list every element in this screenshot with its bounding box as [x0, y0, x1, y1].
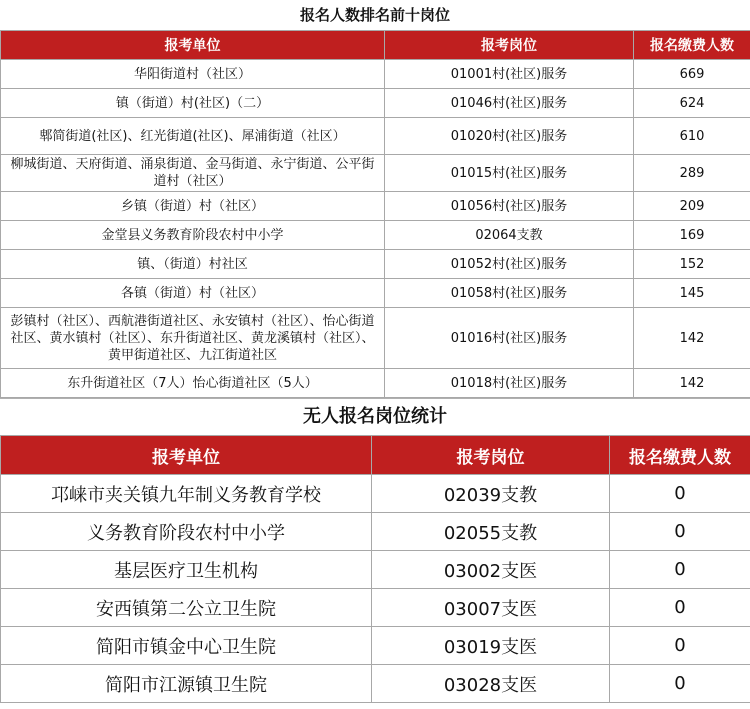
cell-position: 03019支医 [372, 627, 610, 665]
table-row [1, 308, 750, 369]
cell-position: 03002支医 [372, 551, 610, 589]
table-row [1, 279, 750, 308]
table-row [1, 250, 750, 279]
cell-count: 0 [610, 665, 750, 703]
table-row [1, 155, 750, 192]
cell-unit: 彭镇村（社区）、西航港街道社区、永安镇村（社区）、怡心街道社区、黄水镇村（社区）、东升街道社区、黄龙溪镇村（社区）、黄甲街道社区、九江街道社区 [1, 308, 385, 369]
table-row [1, 89, 750, 118]
cell-count: 152 [634, 250, 750, 279]
cell-position: 01058村(社区)服务 [385, 279, 634, 308]
cell-unit: 镇、（街道）村社区 [1, 250, 385, 279]
cell-unit: 义务教育阶段农村中小学 [1, 513, 372, 551]
header-unit: 报考单位 [1, 31, 385, 60]
cell-count: 0 [610, 475, 750, 513]
cell-position: 01020村(社区)服务 [385, 118, 634, 155]
top10-table [0, 30, 750, 398]
cell-position: 01056村(社区)服务 [385, 192, 634, 221]
cell-unit: 简阳市江源镇卫生院 [1, 665, 372, 703]
header-position: 报考岗位 [385, 31, 634, 60]
table-header-row [1, 436, 750, 475]
table-row [1, 192, 750, 221]
cell-position: 01016村(社区)服务 [385, 308, 634, 369]
cell-count: 0 [610, 627, 750, 665]
zero-signup-table [0, 435, 750, 703]
cell-position: 02055支教 [372, 513, 610, 551]
header-unit: 报考单位 [1, 436, 372, 475]
cell-position: 03028支医 [372, 665, 610, 703]
cell-position: 03007支医 [372, 589, 610, 627]
table-row [1, 60, 750, 89]
cell-unit: 各镇（街道）村（社区） [1, 279, 385, 308]
cell-unit: 基层医疗卫生机构 [1, 551, 372, 589]
cell-count: 145 [634, 279, 750, 308]
header-count: 报名缴费人数 [634, 31, 750, 60]
cell-count: 142 [634, 308, 750, 369]
cell-position: 02039支教 [372, 475, 610, 513]
cell-count: 142 [634, 369, 750, 398]
cell-count: 209 [634, 192, 750, 221]
cell-count: 624 [634, 89, 750, 118]
table-row [1, 475, 750, 513]
table-row [1, 551, 750, 589]
cell-count: 0 [610, 551, 750, 589]
table-row [1, 665, 750, 703]
table-row [1, 118, 750, 155]
header-count: 报名缴费人数 [610, 436, 750, 475]
table-row [1, 221, 750, 250]
cell-count: 289 [634, 155, 750, 192]
header-position: 报考岗位 [372, 436, 610, 475]
cell-position: 01015村(社区)服务 [385, 155, 634, 192]
zero-signup-title: 无人报名岗位统计 [0, 398, 750, 435]
cell-count: 610 [634, 118, 750, 155]
cell-unit: 安西镇第二公立卫生院 [1, 589, 372, 627]
cell-count: 0 [610, 513, 750, 551]
cell-unit: 华阳街道村（社区） [1, 60, 385, 89]
table-row [1, 513, 750, 551]
table-row [1, 589, 750, 627]
cell-unit: 镇（街道）村(社区)（二） [1, 89, 385, 118]
top10-title: 报名人数排名前十岗位 [299, 6, 450, 24]
cell-count: 669 [634, 60, 750, 89]
table-row [1, 627, 750, 665]
cell-unit: 柳城街道、天府街道、涌泉街道、金马街道、永宁街道、公平街道村（社区） [1, 155, 385, 192]
cell-count: 0 [610, 589, 750, 627]
table-row [1, 369, 750, 398]
table-header-row [1, 31, 750, 60]
cell-unit: 邛崃市夹关镇九年制义务教育学校 [1, 475, 372, 513]
cell-position: 01018村(社区)服务 [385, 369, 634, 398]
cell-unit: 乡镇（街道）村（社区） [1, 192, 385, 221]
cell-position: 01046村(社区)服务 [385, 89, 634, 118]
cell-position: 01052村(社区)服务 [385, 250, 634, 279]
cell-position: 02064支教 [385, 221, 634, 250]
cell-count: 169 [634, 221, 750, 250]
cell-unit: 金堂县义务教育阶段农村中小学 [1, 221, 385, 250]
cell-unit: 简阳市镇金中心卫生院 [1, 627, 372, 665]
cell-unit: 郫简街道(社区)、红光街道(社区)、犀浦街道（社区） [1, 118, 385, 155]
cell-position: 01001村(社区)服务 [385, 60, 634, 89]
cell-unit: 东升街道社区（7人）怡心街道社区（5人） [1, 369, 385, 398]
